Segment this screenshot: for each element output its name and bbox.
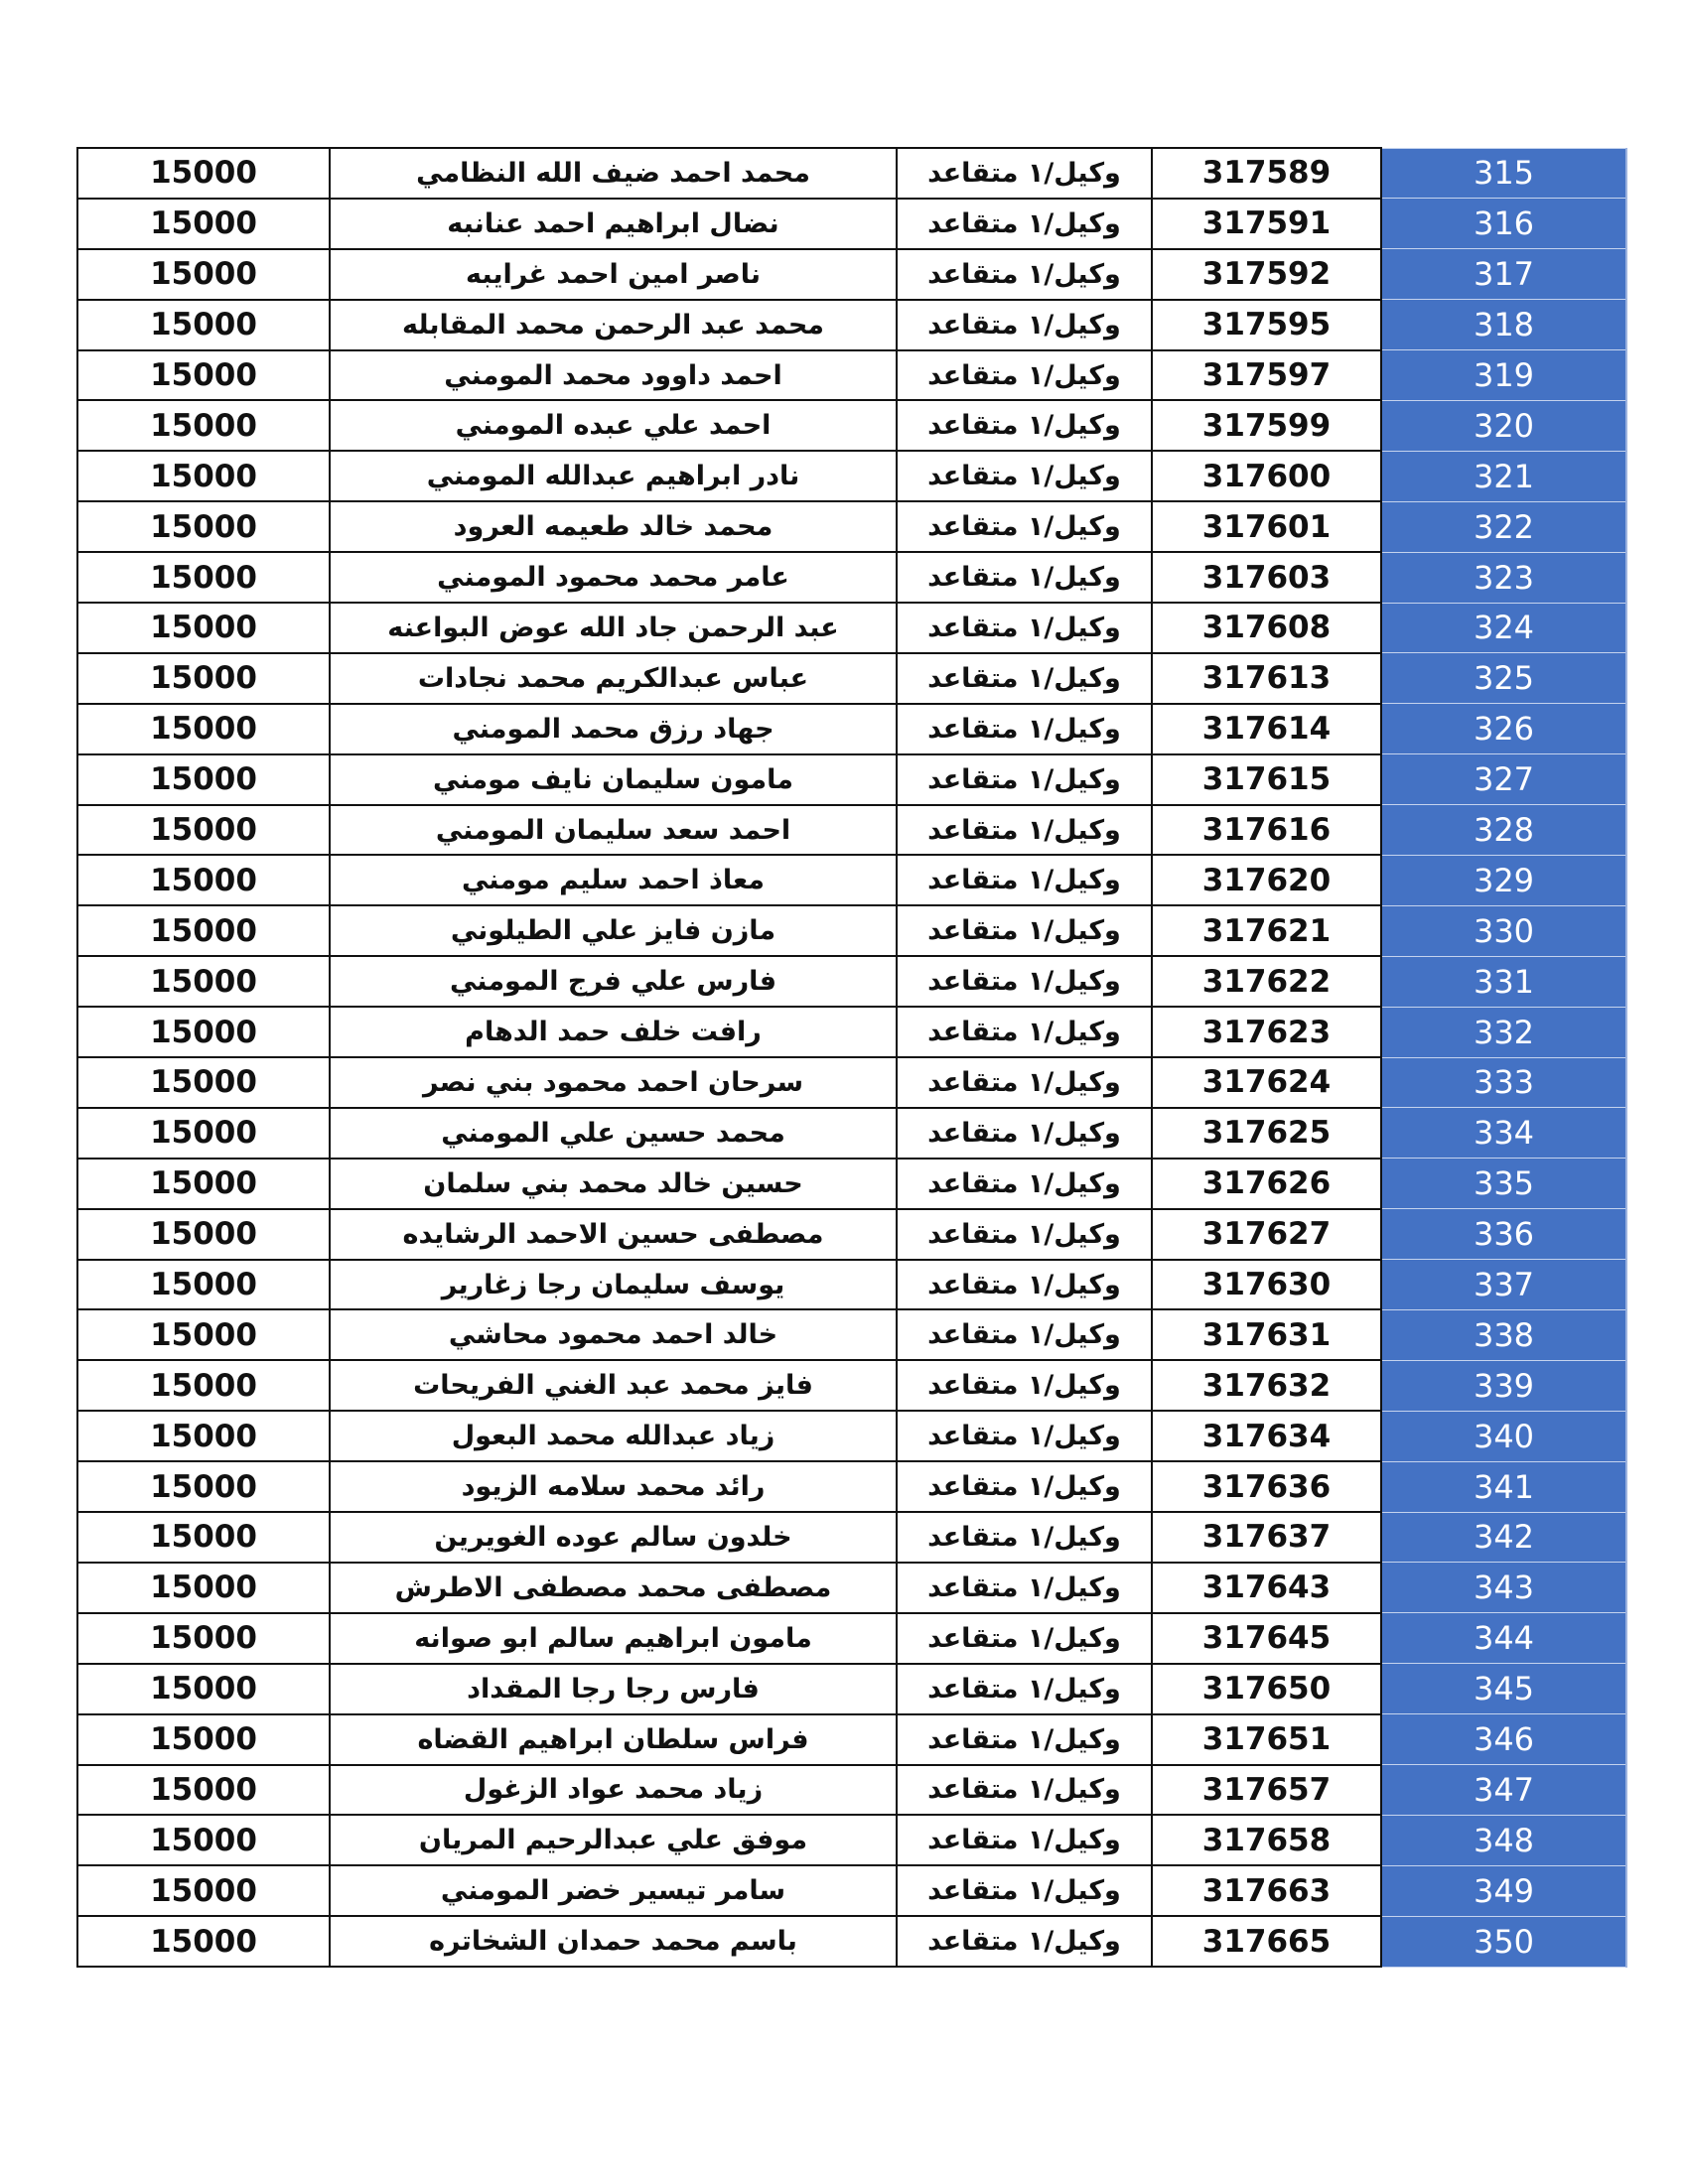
amount-cell: 15000 — [77, 1108, 330, 1159]
id-number-cell: 317630 — [1152, 1260, 1381, 1310]
sequence-number-cell: 344 — [1381, 1613, 1626, 1664]
name-cell: مامون ابراهيم سالم ابو صوانه — [330, 1613, 897, 1664]
sequence-number-cell: 340 — [1381, 1411, 1626, 1461]
rank-cell: وكيل/١ متقاعد — [897, 956, 1152, 1007]
sequence-number-cell: 346 — [1381, 1714, 1626, 1765]
name-cell: سامر تيسير خضر المومني — [330, 1865, 897, 1916]
rank-cell: وكيل/١ متقاعد — [897, 1865, 1152, 1916]
sequence-number-cell: 342 — [1381, 1512, 1626, 1563]
table-row — [77, 1765, 1626, 1816]
table-row — [77, 1512, 1626, 1563]
table-row — [77, 552, 1626, 603]
rank-cell: وكيل/١ متقاعد — [897, 1159, 1152, 1209]
table-row — [77, 400, 1626, 451]
sequence-number-cell: 345 — [1381, 1664, 1626, 1714]
sequence-number-cell: 329 — [1381, 855, 1626, 905]
rank-cell: وكيل/١ متقاعد — [897, 855, 1152, 905]
sequence-number-cell: 321 — [1381, 451, 1626, 501]
sequence-number-cell: 343 — [1381, 1563, 1626, 1613]
table-row — [77, 249, 1626, 300]
sequence-number-cell: 332 — [1381, 1007, 1626, 1057]
rank-cell: وكيل/١ متقاعد — [897, 1108, 1152, 1159]
amount-cell: 15000 — [77, 704, 330, 754]
name-cell: فراس سلطان ابراهيم القضاه — [330, 1714, 897, 1765]
id-number-cell: 317601 — [1152, 501, 1381, 552]
name-cell: باسم محمد حمدان الشخاتره — [330, 1916, 897, 1967]
table-row — [77, 1815, 1626, 1865]
id-number-cell: 317637 — [1152, 1512, 1381, 1563]
id-number-cell: 317623 — [1152, 1007, 1381, 1057]
rank-cell: وكيل/١ متقاعد — [897, 1613, 1152, 1664]
id-number-cell: 317608 — [1152, 603, 1381, 653]
amount-cell: 15000 — [77, 350, 330, 401]
rank-cell: وكيل/١ متقاعد — [897, 653, 1152, 704]
rank-cell: وكيل/١ متقاعد — [897, 1007, 1152, 1057]
name-cell: عباس عبدالكريم محمد نجادات — [330, 653, 897, 704]
amount-cell: 15000 — [77, 451, 330, 501]
sequence-number-cell: 320 — [1381, 400, 1626, 451]
name-cell: رافت خلف حمد الدهام — [330, 1007, 897, 1057]
table-row — [77, 905, 1626, 956]
amount-cell: 15000 — [77, 199, 330, 249]
rank-cell: وكيل/١ متقاعد — [897, 1765, 1152, 1816]
amount-cell: 15000 — [77, 148, 330, 199]
name-cell: معاذ احمد سليم مومني — [330, 855, 897, 905]
table-row — [77, 1865, 1626, 1916]
id-number-cell: 317651 — [1152, 1714, 1381, 1765]
amount-cell: 15000 — [77, 1714, 330, 1765]
id-number-cell: 317626 — [1152, 1159, 1381, 1209]
amount-cell: 15000 — [77, 956, 330, 1007]
id-number-cell: 317589 — [1152, 148, 1381, 199]
amount-cell: 15000 — [77, 1916, 330, 1967]
name-cell: فارس علي فرج المومني — [330, 956, 897, 1007]
sequence-number-cell: 323 — [1381, 552, 1626, 603]
sequence-number-cell: 337 — [1381, 1260, 1626, 1310]
sequence-number-cell: 335 — [1381, 1159, 1626, 1209]
rank-cell: وكيل/١ متقاعد — [897, 805, 1152, 856]
amount-cell: 15000 — [77, 1512, 330, 1563]
amount-cell: 15000 — [77, 1260, 330, 1310]
rank-cell: وكيل/١ متقاعد — [897, 1360, 1152, 1411]
id-number-cell: 317665 — [1152, 1916, 1381, 1967]
id-number-cell: 317645 — [1152, 1613, 1381, 1664]
amount-cell: 15000 — [77, 300, 330, 350]
sequence-number-cell: 336 — [1381, 1209, 1626, 1260]
id-number-cell: 317622 — [1152, 956, 1381, 1007]
amount-cell: 15000 — [77, 805, 330, 856]
id-number-cell: 317634 — [1152, 1411, 1381, 1461]
amount-cell: 15000 — [77, 1461, 330, 1512]
rank-cell: وكيل/١ متقاعد — [897, 1209, 1152, 1260]
rank-cell: وكيل/١ متقاعد — [897, 350, 1152, 401]
amount-cell: 15000 — [77, 400, 330, 451]
amount-cell: 15000 — [77, 1865, 330, 1916]
name-cell: فارس رجا رجا المقداد — [330, 1664, 897, 1714]
amount-cell: 15000 — [77, 603, 330, 653]
name-cell: يوسف سليمان رجا زغارير — [330, 1260, 897, 1310]
table-row — [77, 1007, 1626, 1057]
table-row — [77, 148, 1626, 199]
table-body — [77, 148, 1626, 1967]
id-number-cell: 317657 — [1152, 1765, 1381, 1816]
id-number-cell: 317599 — [1152, 400, 1381, 451]
amount-cell: 15000 — [77, 1159, 330, 1209]
table-row — [77, 1411, 1626, 1461]
table-row — [77, 501, 1626, 552]
name-cell: احمد سعد سليمان المومني — [330, 805, 897, 856]
rank-cell: وكيل/١ متقاعد — [897, 704, 1152, 754]
id-number-cell: 317627 — [1152, 1209, 1381, 1260]
id-number-cell: 317595 — [1152, 300, 1381, 350]
amount-cell: 15000 — [77, 1007, 330, 1057]
amount-cell: 15000 — [77, 1815, 330, 1865]
rank-cell: وكيل/١ متقاعد — [897, 1057, 1152, 1108]
rank-cell: وكيل/١ متقاعد — [897, 249, 1152, 300]
sequence-number-cell: 339 — [1381, 1360, 1626, 1411]
table-row — [77, 1461, 1626, 1512]
name-cell: زياد محمد عواد الزغول — [330, 1765, 897, 1816]
id-number-cell: 317614 — [1152, 704, 1381, 754]
id-number-cell: 317625 — [1152, 1108, 1381, 1159]
sequence-number-cell: 331 — [1381, 956, 1626, 1007]
rank-cell: وكيل/١ متقاعد — [897, 199, 1152, 249]
id-number-cell: 317643 — [1152, 1563, 1381, 1613]
name-cell: محمد احمد ضيف الله النظامي — [330, 148, 897, 199]
amount-cell: 15000 — [77, 1209, 330, 1260]
id-number-cell: 317636 — [1152, 1461, 1381, 1512]
table-row — [77, 1209, 1626, 1260]
sequence-number-cell: 334 — [1381, 1108, 1626, 1159]
id-number-cell: 317631 — [1152, 1309, 1381, 1360]
sequence-number-cell: 315 — [1381, 148, 1626, 199]
rank-cell: وكيل/١ متقاعد — [897, 1815, 1152, 1865]
table-row — [77, 300, 1626, 350]
table-row — [77, 350, 1626, 401]
table-row — [77, 855, 1626, 905]
id-number-cell: 317592 — [1152, 249, 1381, 300]
rank-cell: وكيل/١ متقاعد — [897, 1309, 1152, 1360]
name-cell: زياد عبدالله محمد البعول — [330, 1411, 897, 1461]
sequence-number-cell: 318 — [1381, 300, 1626, 350]
sequence-number-cell: 316 — [1381, 199, 1626, 249]
amount-cell: 15000 — [77, 1309, 330, 1360]
rank-cell: وكيل/١ متقاعد — [897, 1714, 1152, 1765]
table-row — [77, 1260, 1626, 1310]
sequence-number-cell: 349 — [1381, 1865, 1626, 1916]
amount-cell: 15000 — [77, 1360, 330, 1411]
rank-cell: وكيل/١ متقاعد — [897, 905, 1152, 956]
amount-cell: 15000 — [77, 1057, 330, 1108]
amount-cell: 15000 — [77, 1411, 330, 1461]
amount-cell: 15000 — [77, 249, 330, 300]
rank-cell: وكيل/١ متقاعد — [897, 148, 1152, 199]
name-cell: نادر ابراهيم عبدالله المومني — [330, 451, 897, 501]
id-number-cell: 317616 — [1152, 805, 1381, 856]
table-row — [77, 199, 1626, 249]
rank-cell: وكيل/١ متقاعد — [897, 552, 1152, 603]
table-row — [77, 1360, 1626, 1411]
sequence-number-cell: 350 — [1381, 1916, 1626, 1967]
table-row — [77, 1159, 1626, 1209]
rank-cell: وكيل/١ متقاعد — [897, 501, 1152, 552]
sequence-number-cell: 328 — [1381, 805, 1626, 856]
id-number-cell: 317613 — [1152, 653, 1381, 704]
id-number-cell: 317663 — [1152, 1865, 1381, 1916]
name-cell: حسين خالد محمد بني سلمان — [330, 1159, 897, 1209]
name-cell: مصطفى حسين الاحمد الرشايده — [330, 1209, 897, 1260]
table-row — [77, 805, 1626, 856]
name-cell: احمد علي عبده المومني — [330, 400, 897, 451]
id-number-cell: 317600 — [1152, 451, 1381, 501]
rank-cell: وكيل/١ متقاعد — [897, 1260, 1152, 1310]
amount-cell: 15000 — [77, 501, 330, 552]
table-row — [77, 1057, 1626, 1108]
table-row — [77, 603, 1626, 653]
sequence-number-cell: 326 — [1381, 704, 1626, 754]
id-number-cell: 317658 — [1152, 1815, 1381, 1865]
id-number-cell: 317597 — [1152, 350, 1381, 401]
sequence-number-cell: 341 — [1381, 1461, 1626, 1512]
amount-cell: 15000 — [77, 1563, 330, 1613]
sequence-number-cell: 347 — [1381, 1765, 1626, 1816]
table-row — [77, 1664, 1626, 1714]
name-cell: رائد محمد سلامه الزيود — [330, 1461, 897, 1512]
name-cell: محمد خالد طعيمه العرود — [330, 501, 897, 552]
table-row — [77, 1714, 1626, 1765]
rank-cell: وكيل/١ متقاعد — [897, 1563, 1152, 1613]
name-cell: خالد احمد محمود محاشي — [330, 1309, 897, 1360]
amount-cell: 15000 — [77, 1664, 330, 1714]
table-row — [77, 653, 1626, 704]
id-number-cell: 317620 — [1152, 855, 1381, 905]
name-cell: خلدون سالم عوده الغويرين — [330, 1512, 897, 1563]
id-number-cell: 317650 — [1152, 1664, 1381, 1714]
name-cell: مصطفى محمد مصطفى الاطرش — [330, 1563, 897, 1613]
sequence-number-cell: 338 — [1381, 1309, 1626, 1360]
amount-cell: 15000 — [77, 653, 330, 704]
name-cell: عبد الرحمن جاد الله عوض البواعنه — [330, 603, 897, 653]
id-number-cell: 317632 — [1152, 1360, 1381, 1411]
amount-cell: 15000 — [77, 905, 330, 956]
rank-cell: وكيل/١ متقاعد — [897, 400, 1152, 451]
name-cell: سرحان احمد محمود بني نصر — [330, 1057, 897, 1108]
name-cell: فايز محمد عبد الغني الفريحات — [330, 1360, 897, 1411]
amount-cell: 15000 — [77, 754, 330, 805]
table-row — [77, 1563, 1626, 1613]
table-row — [77, 451, 1626, 501]
rank-cell: وكيل/١ متقاعد — [897, 451, 1152, 501]
sequence-number-cell: 317 — [1381, 249, 1626, 300]
sequence-number-cell: 327 — [1381, 754, 1626, 805]
name-cell: احمد داوود محمد المومني — [330, 350, 897, 401]
table-row — [77, 704, 1626, 754]
rank-cell: وكيل/١ متقاعد — [897, 754, 1152, 805]
table-row — [77, 1916, 1626, 1967]
amount-cell: 15000 — [77, 552, 330, 603]
rank-cell: وكيل/١ متقاعد — [897, 1512, 1152, 1563]
sequence-number-cell: 325 — [1381, 653, 1626, 704]
amount-cell: 15000 — [77, 855, 330, 905]
rank-cell: وكيل/١ متقاعد — [897, 1411, 1152, 1461]
sequence-number-cell: 322 — [1381, 501, 1626, 552]
sequence-number-cell: 319 — [1381, 350, 1626, 401]
name-cell: موفق علي عبدالرحيم المريان — [330, 1815, 897, 1865]
sequence-number-cell: 324 — [1381, 603, 1626, 653]
table-row — [77, 1108, 1626, 1159]
table-row — [77, 754, 1626, 805]
table-row — [77, 1309, 1626, 1360]
retirees-table — [76, 147, 1627, 1968]
rank-cell: وكيل/١ متقاعد — [897, 603, 1152, 653]
name-cell: عامر محمد محمود المومني — [330, 552, 897, 603]
rank-cell: وكيل/١ متقاعد — [897, 1916, 1152, 1967]
amount-cell: 15000 — [77, 1765, 330, 1816]
rank-cell: وكيل/١ متقاعد — [897, 300, 1152, 350]
name-cell: محمد عبد الرحمن محمد المقابله — [330, 300, 897, 350]
name-cell: جهاد رزق محمد المومني — [330, 704, 897, 754]
id-number-cell: 317603 — [1152, 552, 1381, 603]
table-row — [77, 1613, 1626, 1664]
name-cell: مازن فايز علي الطيلوني — [330, 905, 897, 956]
name-cell: نضال ابراهيم احمد عنانبه — [330, 199, 897, 249]
amount-cell: 15000 — [77, 1613, 330, 1664]
sequence-number-cell: 330 — [1381, 905, 1626, 956]
name-cell: مامون سليمان نايف مومني — [330, 754, 897, 805]
id-number-cell: 317591 — [1152, 199, 1381, 249]
id-number-cell: 317624 — [1152, 1057, 1381, 1108]
id-number-cell: 317621 — [1152, 905, 1381, 956]
id-number-cell: 317615 — [1152, 754, 1381, 805]
rank-cell: وكيل/١ متقاعد — [897, 1461, 1152, 1512]
table-row — [77, 956, 1626, 1007]
sequence-number-cell: 333 — [1381, 1057, 1626, 1108]
name-cell: ناصر امين احمد غرايبه — [330, 249, 897, 300]
rank-cell: وكيل/١ متقاعد — [897, 1664, 1152, 1714]
name-cell: محمد حسين علي المومني — [330, 1108, 897, 1159]
sequence-number-cell: 348 — [1381, 1815, 1626, 1865]
